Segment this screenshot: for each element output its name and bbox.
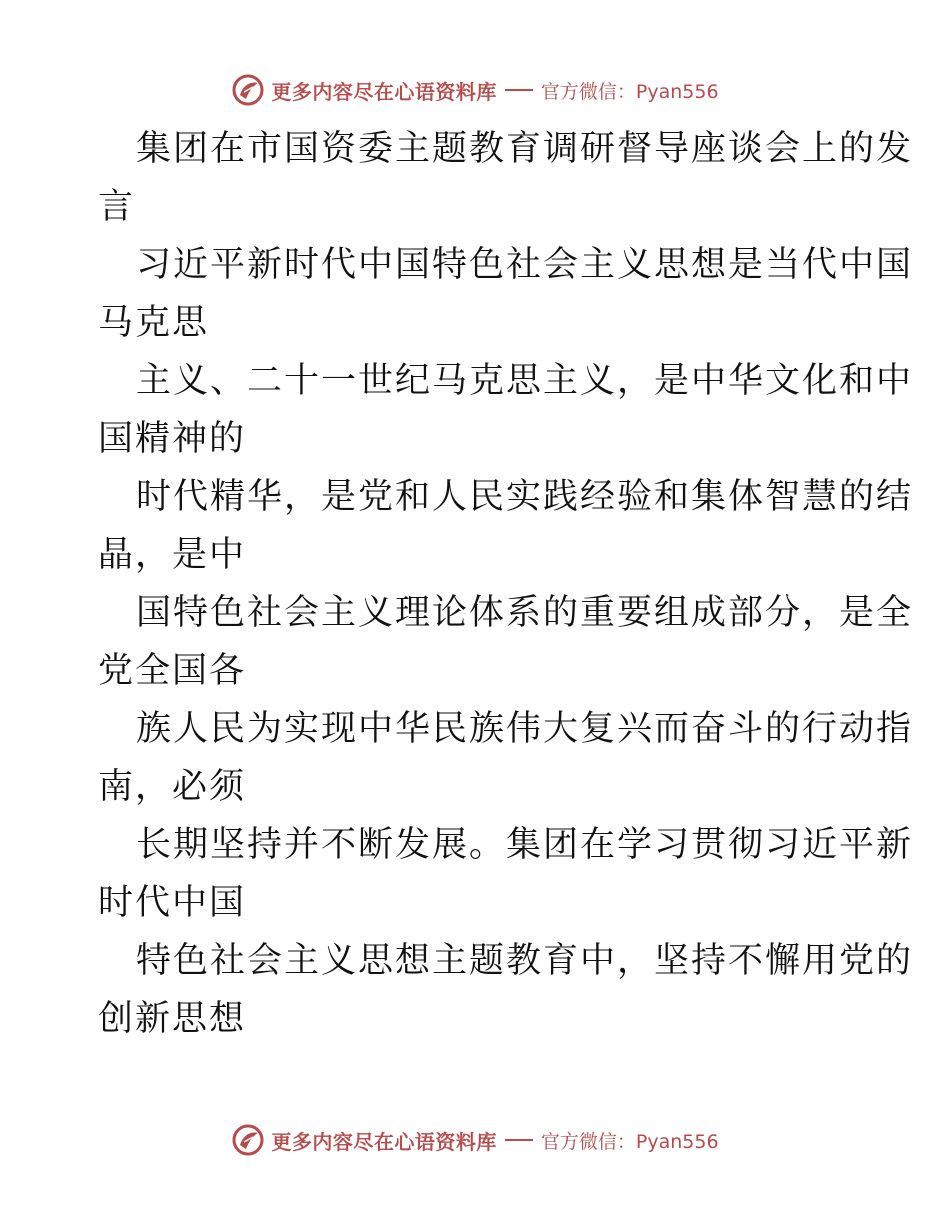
seal-logo-icon	[231, 1123, 265, 1157]
document-line: 时代精华，是党和人民实践经验和集体智慧的结	[136, 477, 914, 517]
document-line: 集团在市国资委主题教育调研督导座谈会上的发	[136, 129, 914, 169]
banner-title: 更多内容尽在心语资料库	[271, 79, 497, 104]
document-line: 习近平新时代中国特色社会主义思想是当代中国	[136, 245, 914, 285]
document-line: 时代中国	[98, 883, 247, 923]
document-body	[98, 120, 914, 1048]
document-line: 言	[98, 187, 136, 227]
document-line: 特色社会主义思想主题教育中，坚持不懈用党的	[136, 941, 914, 981]
footer-banner	[0, 1120, 950, 1160]
document-line: 长期坚持并不断发展。集团在学习贯彻习近平新	[136, 825, 914, 865]
seal-logo-icon	[231, 73, 265, 107]
document-line: 南，必须	[98, 767, 247, 807]
document-line: 党全国各	[98, 651, 247, 691]
banner-content	[231, 1123, 718, 1157]
banner-title: 更多内容尽在心语资料库	[271, 1129, 497, 1154]
banner-wechat: 官方微信：Pyan556	[540, 1130, 719, 1153]
document-line: 晶，是中	[98, 535, 247, 575]
header-banner	[0, 70, 950, 110]
document-line: 国精神的	[98, 419, 247, 459]
document-line: 马克思	[98, 303, 210, 343]
document-line: 主义、二十一世纪马克思主义，是中华文化和中	[136, 361, 914, 401]
document-line: 国特色社会主义理论体系的重要组成部分，是全	[136, 593, 914, 633]
banner-divider	[505, 1139, 533, 1141]
banner-divider	[505, 89, 533, 91]
banner-content	[231, 73, 718, 107]
document-line: 族人民为实现中华民族伟大复兴而奋斗的行动指	[136, 709, 914, 749]
banner-wechat: 官方微信：Pyan556	[540, 80, 719, 103]
document-line: 创新思想	[98, 999, 247, 1039]
